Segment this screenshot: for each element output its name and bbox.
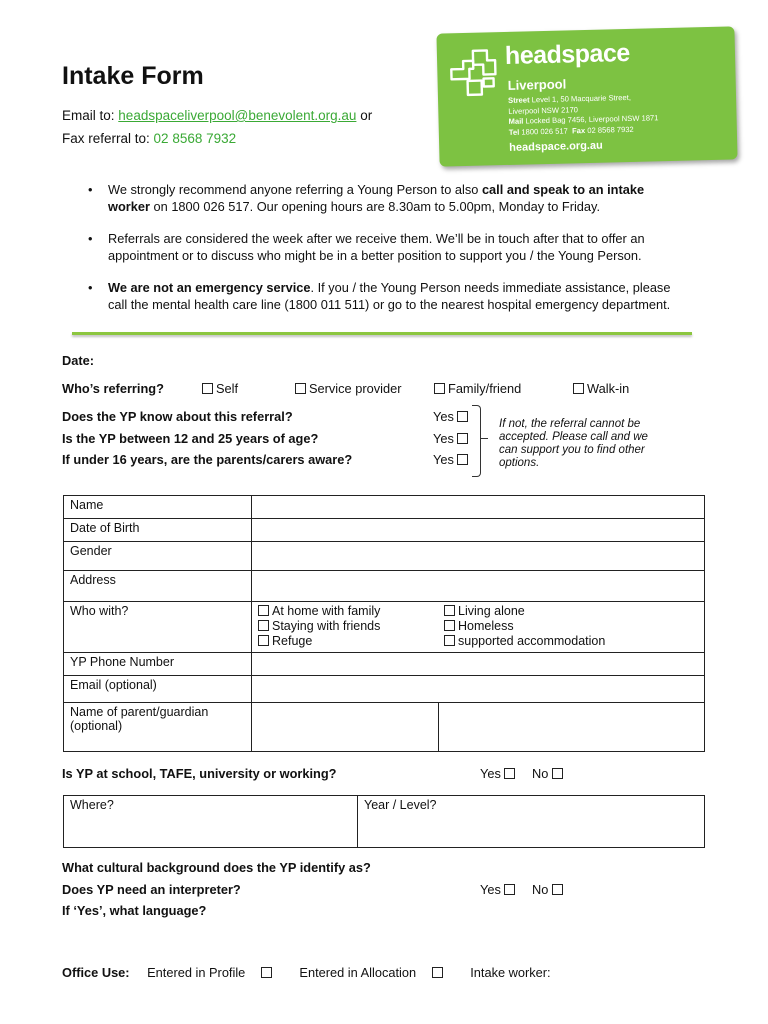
know-referral-yes[interactable]: Yes (433, 409, 471, 424)
checkbox[interactable] (444, 620, 455, 631)
know-referral-question: Does the YP know about this referral? (62, 409, 293, 424)
interpreter-yes[interactable]: Yes (480, 882, 518, 897)
referrer-self[interactable]: Self (202, 381, 238, 396)
checkbox[interactable] (457, 433, 468, 444)
who-with-options (252, 602, 705, 653)
checkbox[interactable] (434, 383, 445, 394)
date-label: Date: (62, 353, 94, 368)
referrer-family-friend[interactable]: Family/friend (434, 381, 521, 396)
checkbox[interactable] (552, 884, 563, 895)
fax-line (62, 131, 236, 146)
details-table (63, 495, 705, 752)
gender-field[interactable] (252, 542, 705, 571)
who-with-friends[interactable]: Staying with friends (258, 619, 444, 633)
checkbox[interactable] (295, 383, 306, 394)
email-link[interactable]: headspaceliverpool@benevolent.org.au (118, 108, 357, 123)
office-use-row (62, 965, 563, 980)
page-title: Intake Form (62, 62, 204, 90)
checkbox[interactable] (444, 605, 455, 616)
bullet-emergency: • We are not an emergency service. If you / the Young Person needs immediate assistance, please call the mental health care line (1800 011 511) or go to the nearest hospital emergency department. (88, 280, 671, 312)
headspace-logo-card (436, 26, 737, 166)
email-label: Email to: (62, 108, 115, 123)
guardian-field-1[interactable] (252, 703, 439, 752)
address-field[interactable] (252, 571, 705, 602)
gender-label: Gender (64, 542, 252, 571)
age-question: Is the YP between 12 and 25 years of age? (62, 431, 319, 446)
checkbox[interactable] (504, 884, 515, 895)
name-field[interactable] (252, 496, 705, 519)
green-divider (72, 332, 692, 335)
dob-field[interactable] (252, 519, 705, 542)
school-table (63, 795, 705, 848)
address-label: Address (64, 571, 252, 602)
bullet-call: • We strongly recommend anyone referring a Young Person to also call and speak to an intake worker on 1800 026 517. Our opening hours are 8.30am to 5.00pm, Monday to Friday. (88, 182, 645, 214)
intake-worker-label: Intake worker: (470, 965, 551, 980)
school-question: Is YP at school, TAFE, university or working? (62, 766, 337, 781)
checkbox[interactable] (258, 635, 269, 646)
guardian-label: Name of parent/guardian (optional) (64, 703, 252, 752)
info-bullets (88, 182, 688, 329)
who-with-refuge[interactable]: Refuge (258, 634, 444, 648)
checkbox[interactable] (258, 620, 269, 631)
bracket (472, 405, 481, 477)
checkbox[interactable] (552, 768, 563, 779)
who-with-living-alone[interactable]: Living alone (444, 604, 624, 618)
eligibility-note: If not, the referral cannot be accepted. Please call and we can support you to find other options. (499, 418, 648, 469)
who-referring-label: Who’s referring? (62, 381, 164, 396)
entered-profile[interactable]: Entered in Profile (147, 965, 284, 980)
school-yes[interactable]: Yes (480, 766, 518, 781)
email-field[interactable] (252, 676, 705, 703)
fax-label: Fax referral to: (62, 131, 150, 146)
phone-field[interactable] (252, 653, 705, 676)
school-no[interactable]: No (532, 766, 566, 781)
email-line (62, 108, 372, 123)
brand-name: headspace (504, 38, 631, 70)
age-yes[interactable]: Yes (433, 431, 471, 446)
checkbox[interactable] (261, 967, 272, 978)
year-level-field[interactable]: Year / Level? (358, 796, 705, 848)
checkbox[interactable] (457, 411, 468, 422)
bracket-tick (480, 438, 488, 439)
interpreter-no[interactable]: No (532, 882, 566, 897)
checkbox[interactable] (444, 635, 455, 646)
headspace-logo-icon (447, 46, 500, 99)
who-with-home-family[interactable]: At home with family (258, 604, 444, 618)
referrer-walk-in[interactable]: Walk-in (573, 381, 629, 396)
culture-question: What cultural background does the YP identify as? (62, 860, 371, 875)
checkbox[interactable] (258, 605, 269, 616)
entered-allocation[interactable]: Entered in Allocation (299, 965, 454, 980)
referrer-service-provider[interactable]: Service provider (295, 381, 401, 396)
office-use-label: Office Use: (62, 965, 130, 980)
brand-address: Street Level 1, 50 Macquarie Street, Liverpool NSW 2170 Mail Locked Bag 7456, Liverpool NSW 1871 Tel 1800 026 517 Fax 02 8568 7932 (507, 92, 659, 137)
checkbox[interactable] (202, 383, 213, 394)
email-suffix: or (360, 108, 373, 123)
checkbox[interactable] (573, 383, 584, 394)
dob-label: Date of Birth (64, 519, 252, 542)
email-label-cell: Email (optional) (64, 676, 252, 703)
phone-label: YP Phone Number (64, 653, 252, 676)
bullet-referrals: • Referrals are considered the week after we receive them. We’ll be in touch after that to offer an appointment or to discuss who might be in a better position to support you / the Young Person. (88, 231, 645, 263)
language-question: If ‘Yes’, what language? (62, 903, 207, 918)
who-with-label: Who with? (64, 602, 252, 653)
brand-location: Liverpool (507, 76, 567, 93)
checkbox[interactable] (432, 967, 443, 978)
brand-website: headspace.org.au (509, 139, 603, 154)
who-with-supported[interactable]: supported accommodation (444, 634, 624, 648)
who-with-homeless[interactable]: Homeless (444, 619, 624, 633)
checkbox[interactable] (504, 768, 515, 779)
checkbox[interactable] (457, 454, 468, 465)
name-label: Name (64, 496, 252, 519)
interpreter-question: Does YP need an interpreter? (62, 882, 241, 897)
guardian-field-2[interactable] (439, 703, 705, 752)
parents-aware-yes[interactable]: Yes (433, 452, 471, 467)
fax-number: 02 8568 7932 (153, 131, 237, 146)
parents-aware-question: If under 16 years, are the parents/carers aware? (62, 452, 353, 467)
where-field[interactable]: Where? (64, 796, 358, 848)
